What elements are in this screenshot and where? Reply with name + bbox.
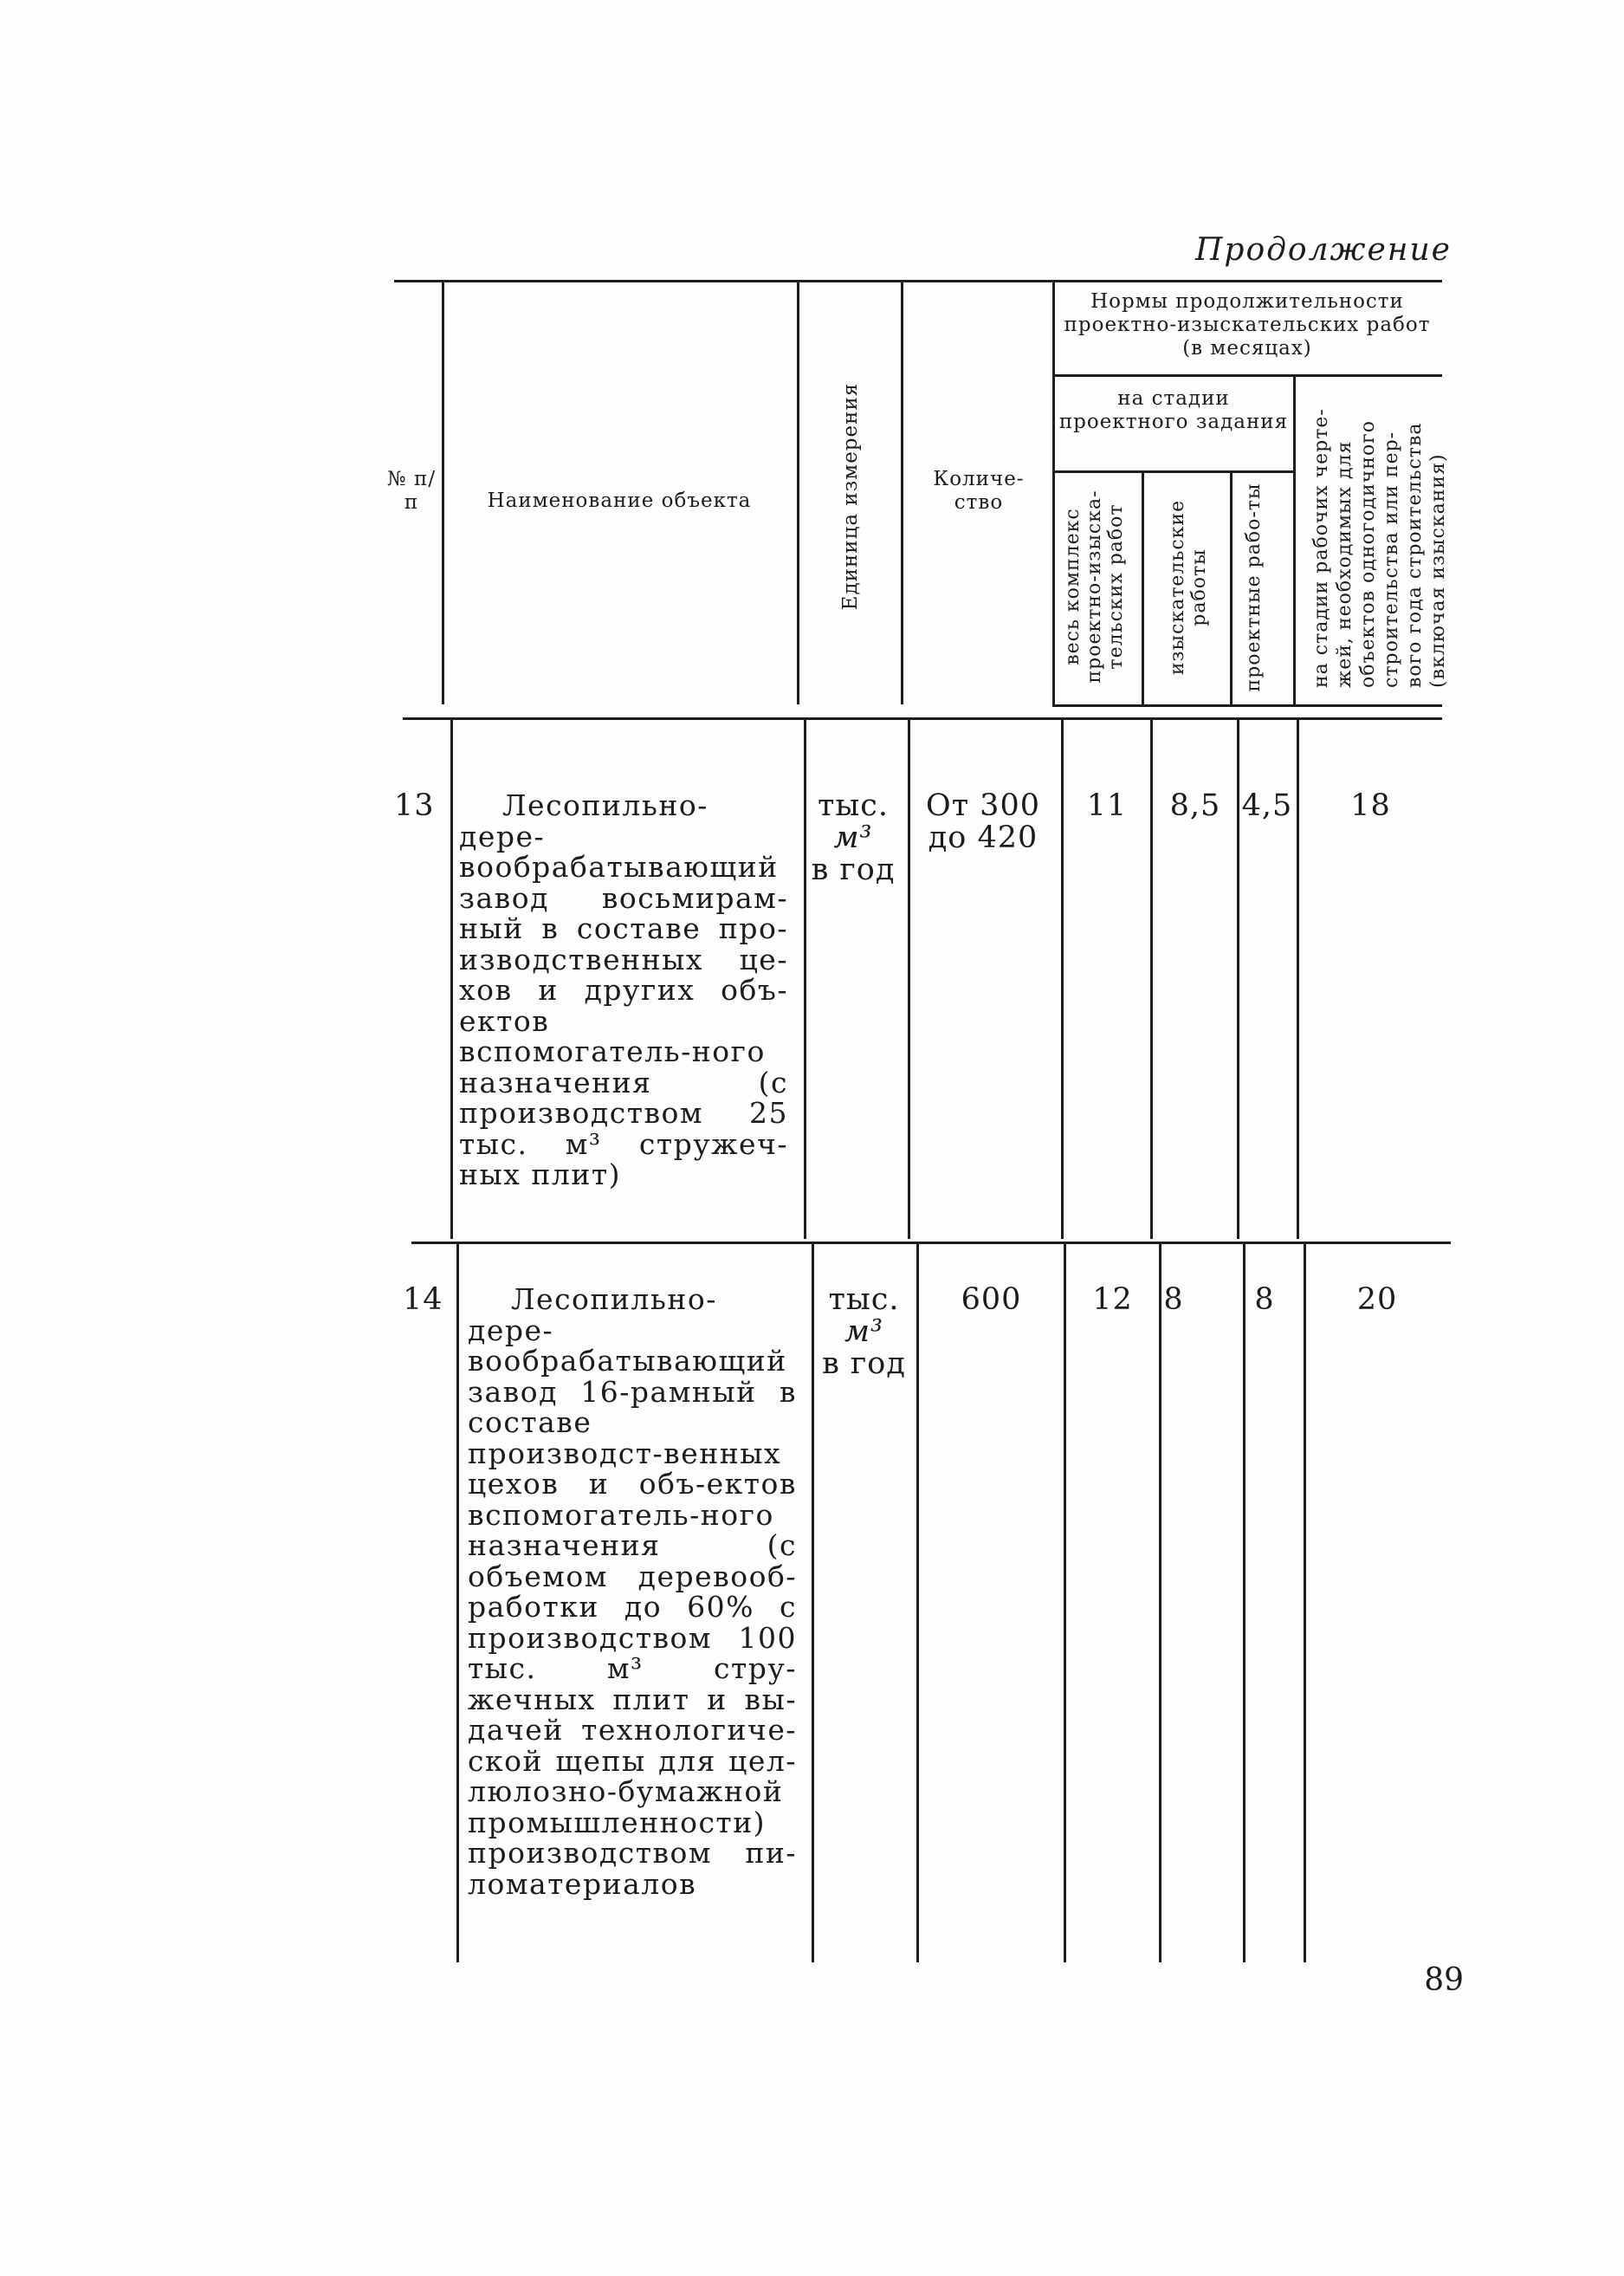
header-unit: Единица измерения xyxy=(839,382,862,611)
page-number: 89 xyxy=(1424,1962,1464,1998)
header-num: № п/п xyxy=(386,468,437,514)
row-num: 14 xyxy=(403,1282,443,1317)
row-full-complex: 11 xyxy=(1086,788,1128,823)
header-stage-working: на стадии рабочих черте- жей, необходимых для объектов одногодичного строительства или пер- вого года строительства (включая изыскания) xyxy=(1310,408,1449,688)
header-survey: изыскательские работы xyxy=(1167,499,1210,676)
row-name: Лесопильно-дере-вообрабатывающий завод восьмирам-ный в составе про-изводственных це-хов и других объ-ектов вспомогатель-ного назначения (с производством 25 тыс. м³ стружеч-ных плит) xyxy=(459,788,788,1191)
row-survey: 8,5 xyxy=(1169,788,1221,823)
row-stage-working: 20 xyxy=(1356,1282,1398,1317)
header-norms: Нормы продолжительности проектно-изыскательских работ (в месяцах) xyxy=(1064,290,1431,360)
header-stage-project: на стадии проектного задания xyxy=(1058,387,1289,433)
row-survey: 8 xyxy=(1163,1282,1184,1317)
row-design: 4,5 xyxy=(1241,788,1293,823)
row-qty: От 300 до 420 xyxy=(926,788,1040,855)
continuation-label: Продолжение xyxy=(1195,232,1452,268)
row-stage-working: 18 xyxy=(1350,788,1391,823)
row-design: 8 xyxy=(1254,1282,1275,1317)
header-name: Наименование объекта xyxy=(487,490,752,512)
row-unit: тыс. м³ в год xyxy=(822,1282,906,1381)
header-design: проектные рабо-ты xyxy=(1243,483,1265,692)
row-name: Лесопильно-дере-вообрабатывающий завод 16-рамный в составе производст-венных цехов и объ-ектов вспомогатель-ного назначения (с объемом деревооб-работки до 60% с производством 100 тыс. м³ стру-жечных плит и вы-дачей технологиче-ской щепы для цел-люлозно-бумажной промышленности) производством пи-ломатериалов xyxy=(468,1282,797,1901)
header-full-complex: весь комплекс проектно-изыска-тельских работ xyxy=(1062,490,1127,684)
row-full-complex: 12 xyxy=(1092,1282,1133,1317)
row-num: 13 xyxy=(394,788,435,823)
row-qty: 600 xyxy=(961,1282,1022,1317)
header-qty: Количе-ство xyxy=(933,468,1025,514)
row-unit: тыс. м³ в год xyxy=(811,788,896,887)
